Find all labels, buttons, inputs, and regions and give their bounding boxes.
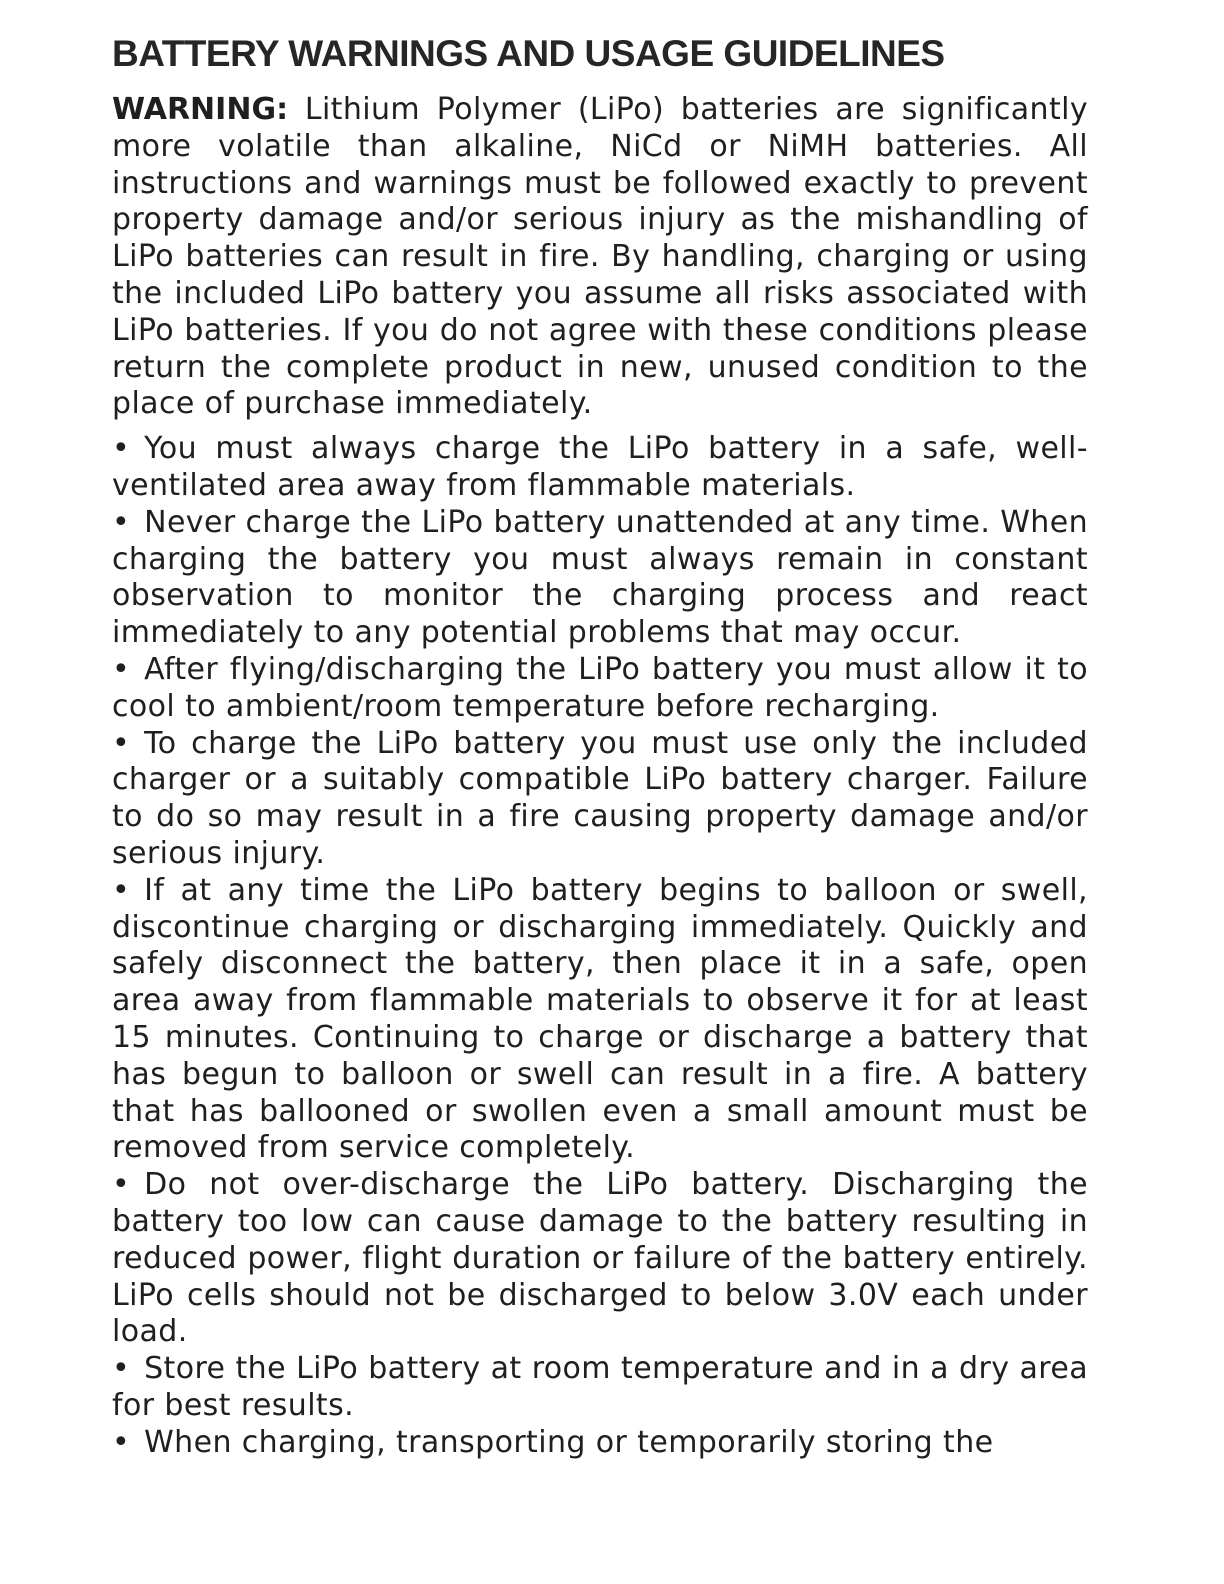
bullet-icon: • <box>112 1351 131 1387</box>
guideline-list <box>112 431 1088 1461</box>
list-item <box>112 652 1088 726</box>
warning-text: Lithium Polymer (LiPo) batteries are significantly more volatile than alkaline, NiCd or NiMH batteries. All instructions and warnings must be followed exactly to prevent property damage and/or serious injury as the mishandling of LiPo batteries can result in fire. By handling, charging or using the included LiPo battery you assume all risks associated with LiPo batteries. If you do not agree with these conditions please return the complete product in new, unused condition to the place of purchase immediately. <box>112 92 1088 422</box>
list-item-text: Never charge the LiPo battery unattended at any time. When charging the battery you must always remain in constant observation to monitor the charging process and react immediately to any potential problems that may occur. <box>112 504 1088 651</box>
bullet-icon: • <box>112 431 131 467</box>
list-item-text: Store the LiPo battery at room temperature and in a dry area for best results. <box>112 1351 1088 1423</box>
list-item-text: If at any time the LiPo battery begins to balloon or swell, discontinue charging or discharging immediately. Quickly and safely disconnect the battery, then place it in a safe, open area away from flammable materials to observe it for at least 15 minutes. Continuing to charge or discharge a battery that has begun to balloon or swell can result in a fire. A battery that has ballooned or swollen even a small amount must be removed from service completely. <box>112 872 1088 1166</box>
list-item <box>112 1351 1088 1425</box>
bullet-icon: • <box>112 1167 131 1203</box>
list-item <box>112 1425 1088 1462</box>
bullet-icon: • <box>112 651 131 687</box>
list-item-text: Do not over-discharge the LiPo battery. Discharging the battery too low can cause damage to the battery resulting in reduced power, flight duration or failure of the battery entirely. LiPo cells should not be discharged to below 3.0V each under load. <box>112 1167 1088 1350</box>
warning-label: WARNING: <box>112 92 289 127</box>
list-item-text: When charging, transporting or temporarily storing the <box>144 1424 994 1460</box>
bullet-icon: • <box>112 872 131 908</box>
list-item <box>112 873 1088 1167</box>
bullet-icon: • <box>112 504 131 540</box>
list-item <box>112 505 1088 652</box>
list-item <box>112 431 1088 505</box>
bullet-icon: • <box>112 725 131 761</box>
document-page <box>112 30 1088 1461</box>
list-item-text: After flying/discharging the LiPo battery you must allow it to cool to ambient/room temperature before recharging. <box>112 651 1088 724</box>
list-item <box>112 1167 1088 1351</box>
list-item-text: To charge the LiPo battery you must use only the included charger or a suitably compatible LiPo battery charger. Failure to do so may result in a fire causing property damage and/or serious injury. <box>112 725 1088 871</box>
warning-paragraph <box>112 92 1088 423</box>
page-title: BATTERY WARNINGS AND USAGE GUIDELINES <box>112 33 945 74</box>
bullet-icon: • <box>112 1424 131 1460</box>
list-item-text: You must always charge the LiPo battery in a safe, well-ventilated area away from flammable materials. <box>112 431 1088 503</box>
list-item <box>112 726 1088 873</box>
